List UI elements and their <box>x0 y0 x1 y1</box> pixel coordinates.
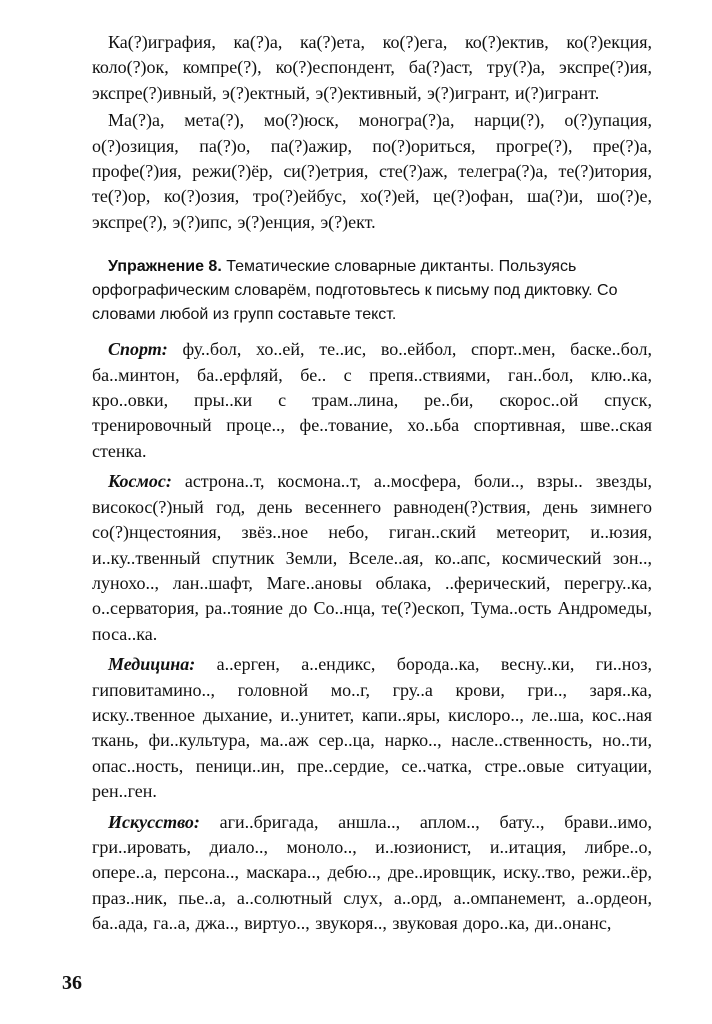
topic-label: Медицина: <box>108 654 196 675</box>
exercise-text: Тематические словарные диктанты. Пользуясь орфографическим словарём, подготовьтесь к письму под диктовку. Со словами любой из групп составьте текст. <box>92 258 618 324</box>
topic-sport <box>92 337 652 464</box>
topic-medicine <box>92 652 652 804</box>
intro-paragraph-1: Ка(?)играфия, ка(?)а, ка(?)ета, ко(?)ега, ко(?)ектив, ко(?)екция, коло(?)ок, компре(?), ко(?)еспондент, ба(?)аст, тру(?)а, экспре(?)ия, экспре(?)ивный, э(?)ектный, э(?)ективный, э(?)игрант, и(?)игрант. <box>92 32 652 103</box>
topic-space <box>92 469 652 647</box>
exercise-title: Упражнение 8. <box>108 258 222 276</box>
topic-text: астрона..т, космона..т, а..мосфера, боли.., взры.. звезды, високос(?)ный год, день весеннего равноден(?)ствия, день зимнего со(?)нцестояния, звёз..ное небо, гиган..ский метеорит, и..юзия, и..ку..твенный спутник Земли, Вселе..ая, ко..апс, космический зон.., лунохо.., лан..шафт, Маге..ановы облака, ..ферический, перегру..ка, о..серватория, ра..тояние до Со..нца, те(?)ескоп, Тума..ость Андромеды, поса..ка. <box>92 471 652 644</box>
page-number: 36 <box>62 972 82 994</box>
exercise-heading <box>92 255 652 327</box>
page-content <box>92 30 652 942</box>
topic-text: аги..бригада, аншла.., аплом.., бату.., брави..имо, гри..ировать, диало.., моноло.., и..юзионист, и..итация, либре..о, опере..а, персона.., маскара.., дебю.., дре..ировщик, иску..тво, режи..ёр, праз..ник, пье..а, а..солютный слух, а..орд, а..омпанемент, а..ордеон, ба..ада, га..а, джа.., виртуо.., звукоря.., звуковая доро..ка, ди..онанс, <box>92 811 653 934</box>
topic-text: фу..бол, хо..ей, те..ис, во..ейбол, спорт..мен, баске..бол, ба..минтон, ба..ерфляй, бе.. с препя..ствиями, ган..бол, клю..ка, кро..овки, пры..ки с трам..лина, ре..би, скорос..ой спуск, тренировочный проце.., фе..тование, хо..ьба спортивная, шве..ская стенка. <box>92 339 653 461</box>
topic-label: Спорт: <box>108 339 168 360</box>
topic-art <box>92 810 652 937</box>
topic-label: Космос: <box>108 471 172 492</box>
topic-label: Искусство: <box>108 811 200 832</box>
intro-paragraph-2: Ма(?)а, мета(?), мо(?)юск, моногра(?)а, нарци(?), о(?)упация, о(?)озиция, па(?)о, па(?)ажир, по(?)ориться, прогре(?), пре(?)а, профе(?)ия, режи(?)ёр, си(?)етрия, сте(?)аж, телегра(?)а, те(?)итория, те(?)ор, ко(?)озия, тро(?)ейбус, хо(?)ей, це(?)офан, ша(?)и, шо(?)е, экспре(?), э(?)ипс, э(?)енция, э(?)ект. <box>92 110 652 232</box>
topic-text: а..ерген, а..ендикс, борода..ка, весну..ки, ги..ноз, гиповитамино.., головной мо..г, гру..а крови, гри.., заря..ка, иску..твенное дыхание, и..унитет, капи..яры, кислоро.., ле..ша, кос..ная ткань, фи..культура, ма..аж сер..ца, нарко.., насле..ственность, но..ти, опас..ность, пеници..ин, пре..сердие, се..чатка, стре..овые ситуации, рен..ген. <box>92 654 652 802</box>
